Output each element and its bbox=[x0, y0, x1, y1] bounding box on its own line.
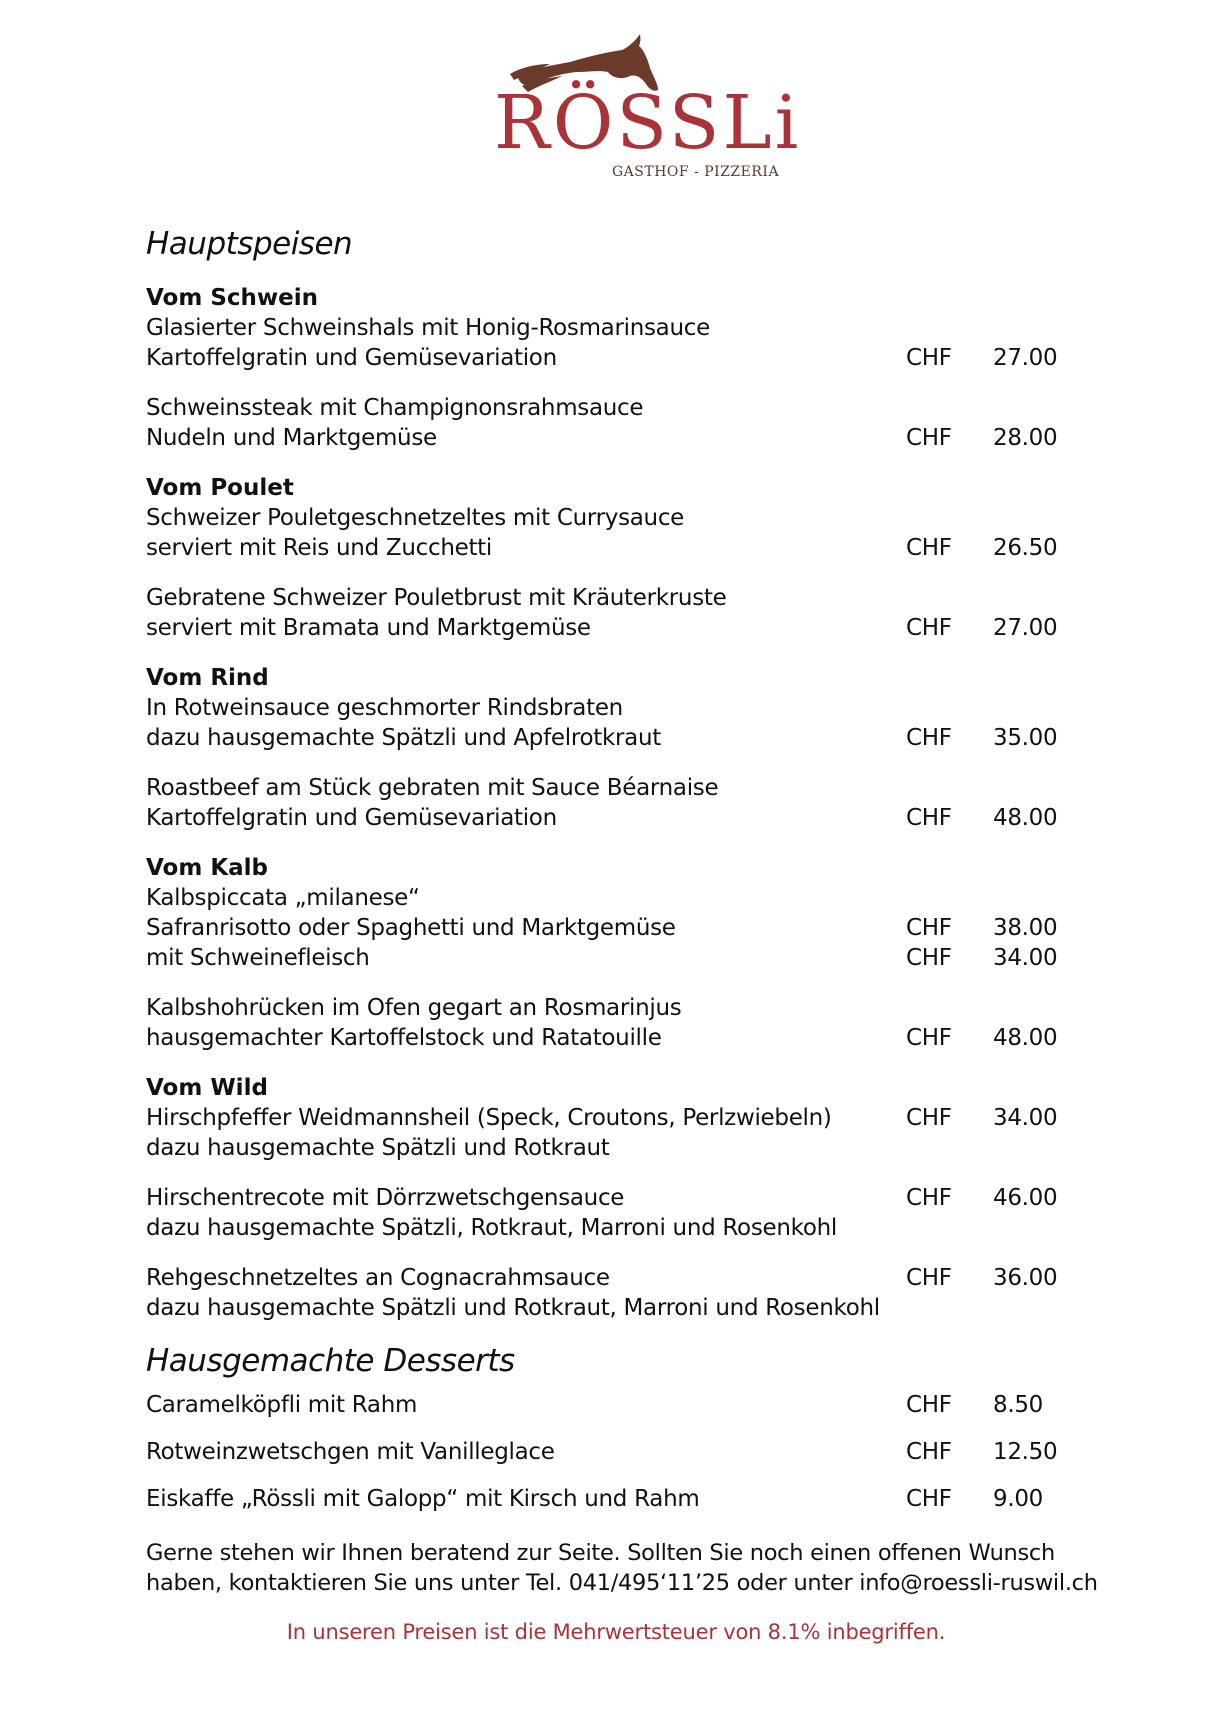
price-value: 34.00 bbox=[993, 1105, 1058, 1132]
category-heading: Vom Rind bbox=[146, 665, 269, 692]
price-currency: CHF bbox=[906, 945, 952, 972]
menu-line bbox=[146, 1103, 1106, 1133]
price-currency: CHF bbox=[906, 805, 952, 832]
menu-line bbox=[146, 723, 1106, 753]
menu-line bbox=[146, 883, 1106, 913]
price-value: 46.00 bbox=[993, 1185, 1058, 1212]
menu-line bbox=[146, 613, 1106, 643]
dish-description: Caramelköpfli mit Rahm bbox=[146, 1392, 418, 1419]
menu-line bbox=[146, 1023, 1106, 1053]
contact-note bbox=[146, 1538, 1106, 1598]
menu-item bbox=[146, 313, 1106, 373]
price-value: 28.00 bbox=[993, 425, 1058, 452]
dish-description: dazu hausgemachte Spätzli und Rotkraut bbox=[146, 1135, 610, 1162]
price-currency: CHF bbox=[906, 1185, 952, 1212]
dish-description: dazu hausgemachte Spätzli und Apfelrotkraut bbox=[146, 725, 661, 752]
price-value: 36.00 bbox=[993, 1265, 1058, 1292]
price-currency: CHF bbox=[906, 1439, 952, 1466]
menu-item bbox=[146, 583, 1106, 643]
dish-description: Rotweinzwetschgen mit Vanilleglace bbox=[146, 1439, 555, 1466]
dish-description: Kalbshohrücken im Ofen gegart an Rosmarinjus bbox=[146, 995, 682, 1022]
dish-description: Nudeln und Marktgemüse bbox=[146, 425, 437, 452]
price-currency: CHF bbox=[906, 915, 952, 942]
dish-description: Rehgeschnetzeltes an Cognacrahmsauce bbox=[146, 1265, 610, 1292]
price-currency: CHF bbox=[906, 615, 952, 642]
dish-description: Schweizer Pouletgeschnetzeltes mit Currysauce bbox=[146, 505, 685, 532]
dish-description: Kalbspiccata „milanese“ bbox=[146, 885, 420, 912]
price-currency: CHF bbox=[906, 1025, 952, 1052]
brand-name: RÖSSLi bbox=[494, 80, 802, 166]
dish-description: Eiskaffe „Rössli mit Galopp“ mit Kirsch und Rahm bbox=[146, 1486, 700, 1513]
menu-line bbox=[146, 583, 1106, 613]
price-value: 12.50 bbox=[993, 1439, 1058, 1466]
category-heading: Vom Wild bbox=[146, 1075, 268, 1102]
dish-description: serviert mit Bramata und Marktgemüse bbox=[146, 615, 591, 642]
price-value: 26.50 bbox=[993, 535, 1058, 562]
menu-line bbox=[146, 913, 1106, 943]
dish-description: Roastbeef am Stück gebraten mit Sauce Béarnaise bbox=[146, 775, 719, 802]
menu-line bbox=[146, 1213, 1106, 1243]
dish-description: Gebratene Schweizer Pouletbrust mit Kräuterkruste bbox=[146, 585, 727, 612]
price-value: 27.00 bbox=[993, 615, 1058, 642]
menu-line bbox=[146, 1293, 1106, 1323]
menu-content bbox=[146, 226, 1106, 1644]
price-currency: CHF bbox=[906, 345, 952, 372]
menu-item bbox=[146, 773, 1106, 833]
price-currency: CHF bbox=[906, 535, 952, 562]
dish-description: dazu hausgemachte Spätzli, Rotkraut, Marroni und Rosenkohl bbox=[146, 1215, 837, 1242]
menu-item bbox=[146, 393, 1106, 453]
menu-item bbox=[146, 1103, 1106, 1163]
dish-description: Kartoffelgratin und Gemüsevariation bbox=[146, 345, 557, 372]
dish-description: serviert mit Reis und Zucchetti bbox=[146, 535, 492, 562]
dish-description: Glasierter Schweinshals mit Honig-Rosmarinsauce bbox=[146, 315, 710, 342]
vat-notice: In unseren Preisen ist die Mehrwertsteuer von 8.1% inbegriffen. bbox=[286, 1620, 946, 1645]
dish-description: hausgemachter Kartoffelstock und Ratatouille bbox=[146, 1025, 662, 1052]
menu-item bbox=[146, 1263, 1106, 1323]
price-currency: CHF bbox=[906, 1486, 952, 1513]
menu-line bbox=[146, 1133, 1106, 1163]
section-title-desserts: Hausgemachte Desserts bbox=[146, 1343, 515, 1380]
price-currency: CHF bbox=[906, 725, 952, 752]
dessert-item bbox=[146, 1437, 1106, 1467]
price-currency: CHF bbox=[906, 1392, 952, 1419]
menu-line bbox=[146, 1390, 1106, 1420]
menu-line bbox=[146, 343, 1106, 373]
menu-line bbox=[146, 393, 1106, 423]
price-value: 8.50 bbox=[993, 1392, 1044, 1419]
price-value: 34.00 bbox=[993, 945, 1058, 972]
menu-line bbox=[146, 1263, 1106, 1293]
dish-description: Safranrisotto oder Spaghetti und Marktgemüse bbox=[146, 915, 676, 942]
menu-item bbox=[146, 693, 1106, 753]
dish-description: In Rotweinsauce geschmorter Rindsbraten bbox=[146, 695, 623, 722]
menu-item bbox=[146, 883, 1106, 973]
price-value: 48.00 bbox=[993, 1025, 1058, 1052]
dish-description: Hirschpfeffer Weidmannsheil (Speck, Croutons, Perlzwiebeln) bbox=[146, 1105, 832, 1132]
menu-item bbox=[146, 1183, 1106, 1243]
section-title-main-courses: Hauptspeisen bbox=[146, 226, 353, 262]
price-value: 9.00 bbox=[993, 1486, 1044, 1513]
category-heading: Vom Poulet bbox=[146, 475, 294, 502]
dish-description: Schweinssteak mit Champignonsrahmsauce bbox=[146, 395, 644, 422]
price-currency: CHF bbox=[906, 1265, 952, 1292]
price-value: 35.00 bbox=[993, 725, 1058, 752]
menu-line bbox=[146, 313, 1106, 343]
price-value: 38.00 bbox=[993, 915, 1058, 942]
main-courses-list bbox=[146, 283, 1106, 1323]
menu-line bbox=[146, 1183, 1106, 1213]
dish-description: mit Schweinefleisch bbox=[146, 945, 370, 972]
menu-line bbox=[146, 533, 1106, 563]
menu-line bbox=[146, 1484, 1106, 1514]
price-currency: CHF bbox=[906, 1105, 952, 1132]
dessert-item bbox=[146, 1390, 1106, 1420]
contact-note-line: haben, kontaktieren Sie uns unter Tel. 041/495‘11’25 oder unter info@roessli-ruswil.ch bbox=[146, 1570, 1098, 1597]
menu-line bbox=[146, 503, 1106, 533]
dish-description: Kartoffelgratin und Gemüsevariation bbox=[146, 805, 557, 832]
category-heading: Vom Schwein bbox=[146, 285, 318, 312]
brand-logo bbox=[490, 28, 802, 188]
dessert-item bbox=[146, 1484, 1106, 1514]
menu-line bbox=[146, 943, 1106, 973]
price-value: 48.00 bbox=[993, 805, 1058, 832]
brand-subtitle: GASTHOF - PIZZERIA bbox=[612, 164, 780, 180]
price-currency: CHF bbox=[906, 425, 952, 452]
menu-item bbox=[146, 503, 1106, 563]
menu-item bbox=[146, 993, 1106, 1053]
dish-description: dazu hausgemachte Spätzli und Rotkraut, Marroni und Rosenkohl bbox=[146, 1295, 880, 1322]
menu-line bbox=[146, 693, 1106, 723]
dish-description: Hirschentrecote mit Dörrzwetschgensauce bbox=[146, 1185, 625, 1212]
price-value: 27.00 bbox=[993, 345, 1058, 372]
menu-line bbox=[146, 803, 1106, 833]
menu-line bbox=[146, 773, 1106, 803]
category-heading: Vom Kalb bbox=[146, 855, 269, 882]
menu-line bbox=[146, 423, 1106, 453]
contact-note-line: Gerne stehen wir Ihnen beratend zur Seite. Sollten Sie noch einen offenen Wunsch bbox=[146, 1540, 1055, 1567]
menu-line bbox=[146, 993, 1106, 1023]
desserts-list bbox=[146, 1390, 1106, 1514]
menu-line bbox=[146, 1437, 1106, 1467]
